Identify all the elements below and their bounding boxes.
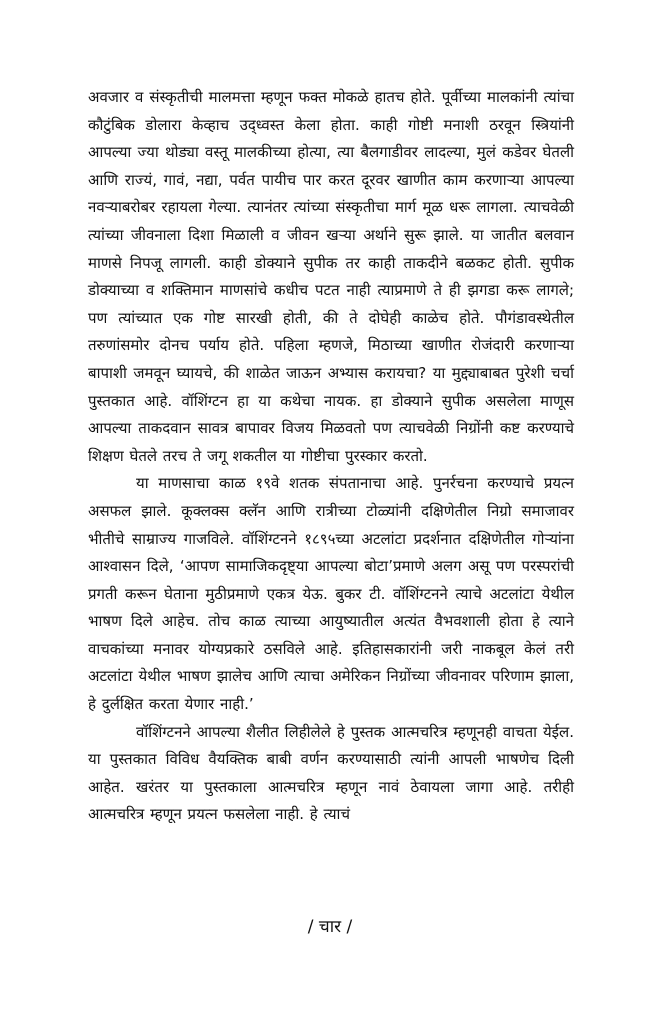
body-text bbox=[88, 84, 574, 829]
paragraph-3: वॉशिंग्टनने आपल्या शैलीत लिहीलेले हे पुस्तक आत्मचरित्र म्हणूनही वाचता येईल. या पुस्तकात विविध वैयक्तिक बाबी वर्णन करण्यासाठी त्यांनी आपली भाषणेच दिली आहेत. खरंतर या पुस्तकाला आत्मचरित्र म्हणून नावं ठेवायला जागा आहे. तरीही आत्मचरित्र म्हणून प्रयत्न फसलेला नाही. हे त्याचं bbox=[88, 722, 574, 824]
paragraph-1: अवजार व संस्कृतीची मालमत्ता म्हणून फक्त मोकळे हातच होते. पूर्वीच्या मालकांनी त्यांचा कौटुंबिक डोलारा केव्हाच उद्ध्वस्त केला होता. काही गोष्टी मनाशी ठरवून स्त्रियांनी आपल्या ज्या थोड्या वस्तू मालकीच्या होत्या, त्या बैलगाडीवर लादल्या, मुलं कडेवर घेतली आणि राज्यं, गावं, नद्या, पर्वत पायीच पार करत दूरवर खाणीत काम करणाऱ्या आपल्या नवऱ्याबरोबर रहायला गेल्या. त्यानंतर त्यांच्या संस्कृतीचा मार्ग मूळ धरू लागला. त्याचवेळी त्यांच्या जीवनाला दिशा मिळाली व जीवन खऱ्या अर्थाने सुरू झाले. या जातीत बलवान माणसे निपजू लागली. काही डोक्याने सुपीक तर काही ताकदीने बळकट होती. सुपीक डोक्याच्या व शक्तिमान माणसांचे कधीच पटत नाही त्याप्रमाणे ते ही झगडा करू लागले; पण त्यांच्यात एक गोष्ट सारखी होती, की ते दोघेही काळेच होते. पौगंडावस्थेतील तरुणांसमोर दोनच पर्याय होते. पहिला म्हणजे, मिठाच्या खाणीत रोजंदारी करणाऱ्या बापाशी जमवून घ्यायचे, की शाळेत जाऊन अभ्यास करायचा? या मुद्द्याबाबत पुरेशी चर्चा पुस्तकात आहे. वॉशिंग्टन हा या कथेचा नायक. हा डोक्याने सुपीक असलेला माणूस आपल्या ताकदवान सावत्र बापावर विजय मिळवतो पण त्याचवेळी निग्रोंनी कष्ट करण्याचे शिक्षण घेतले तरच ते जगू शकतील या गोष्टीचा पुरस्कार करतो. bbox=[88, 88, 574, 465]
paragraph-2: या माणसाचा काळ १९वे शतक संपतानाचा आहे. पुनर्रचना करण्याचे प्रयत्न असफल झाले. कूक्लक्स क्लॅन आणि रात्रीच्या टोळ्यांनी दक्षिणेतील निग्रो समाजावर भीतीचे साम्राज्य गाजविले. वॉशिंग्टनने १८९५च्या अटलांटा प्रदर्शनात दक्षिणेतील गोऱ्यांना आश्वासन दिले, ‘आपण सामाजिकदृष्ट्या आपल्या बोटा’प्रमाणे अलग असू पण परस्परांची प्रगती करून घेताना मुठीप्रमाणे एकत्र येऊ. बुकर टी. वॉशिंग्टनने त्याचे अटलांटा येथील भाषण दिले आहेच. तोच काळ त्याच्या आयुष्यातील अत्यंत वैभवशाली होता हे त्याने वाचकांच्या मनावर योग्यप्रकारे ठसविले आहे. इतिहासकारांनी जरी नाकबूल केलं तरी अटलांटा येथील भाषण झालेच आणि त्याचा अमेरिकन निग्रोंच्या जीवनावर परिणाम झाला, हे दुर्लक्षित करता येणार नाही.’ bbox=[88, 474, 574, 714]
page-number: / चार / bbox=[307, 917, 353, 937]
